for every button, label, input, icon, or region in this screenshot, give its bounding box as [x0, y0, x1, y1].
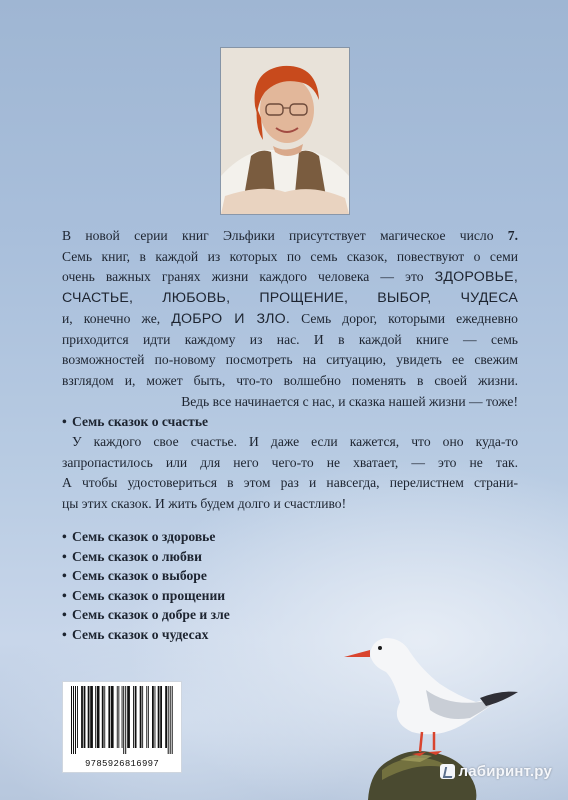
- barcode-bar: [148, 686, 149, 748]
- series-item: [62, 566, 322, 585]
- intro-line-6: приходится идти каждому из нас. И в каждой книге — семь: [62, 331, 518, 347]
- intro-line-8: взглядом и, может быть, что-то волшебно поменять в своей жизни.: [62, 372, 518, 388]
- barcode-bar: [172, 686, 173, 754]
- featured-book-title: [62, 412, 518, 431]
- barcode-bar: [88, 686, 90, 748]
- barcode-bar: [77, 686, 78, 748]
- series-item-title: Семь сказок о выборе: [72, 568, 207, 584]
- series-item: [62, 625, 322, 644]
- intro-line-5b: ДОБРО И ЗЛО.: [171, 310, 290, 327]
- barcode-bar: [75, 686, 76, 754]
- intro-line-1a: В новой серии книг Эльфики присутствует магическое число: [62, 228, 508, 243]
- seagull-illustration: [330, 610, 520, 760]
- series-item: [62, 586, 322, 605]
- barcode-bar: [90, 686, 93, 748]
- barcode-bars: [63, 682, 181, 756]
- featured-book-description: [62, 432, 518, 515]
- bullet: •: [62, 568, 67, 584]
- labirint-logo-icon: [440, 764, 455, 779]
- featured-book: [62, 412, 518, 515]
- bullet: •: [62, 626, 67, 642]
- bullet: •: [62, 607, 67, 623]
- isbn-barcode: [62, 681, 182, 773]
- bullet: •: [62, 548, 67, 564]
- barcode-bar: [155, 686, 156, 748]
- barcode-bar: [160, 686, 162, 748]
- barcode-bar: [118, 686, 119, 748]
- barcode-bar: [84, 686, 86, 748]
- series-item-title: Семь сказок о здоровье: [72, 529, 216, 544]
- barcode-bar: [95, 686, 96, 748]
- series-item-title: Семь сказок о чудесах: [72, 626, 209, 642]
- featured-line-2: запропастилось или для него чего-то не хватает, — это не так.: [62, 454, 518, 470]
- intro-line-2: Семь книг, в каждой из которых по семь сказок, повествуют о семи: [62, 248, 518, 264]
- barcode-bar: [135, 686, 137, 748]
- intro-line-7: возможностей по-новому посмотреть на ситуацию, увидеть ее свежим: [62, 352, 518, 368]
- intro-line-4: СЧАСТЬЕ, ЛЮБОВЬ, ПРОЩЕНИЕ, ВЫБОР, ЧУДЕСА: [62, 290, 518, 307]
- barcode-bar: [170, 686, 171, 754]
- barcode-bar: [73, 686, 74, 754]
- series-item: [62, 547, 322, 566]
- barcode-bar: [158, 686, 160, 748]
- barcode-number: 9785926816997: [84, 759, 160, 769]
- author-photo: [221, 48, 349, 214]
- barcode-bar: [102, 686, 104, 748]
- bullet: •: [62, 529, 67, 544]
- publisher-name: лабиринт.ру: [458, 763, 552, 780]
- barcode-bar: [108, 686, 110, 748]
- series-item-title: Семь сказок о любви: [72, 548, 202, 564]
- publisher-watermark: [440, 763, 552, 780]
- intro-line-5c: Семь дорог, которыми ежедневно: [290, 310, 518, 326]
- barcode-bar: [152, 686, 154, 748]
- series-item-title: Семь сказок о прощении: [72, 587, 226, 603]
- bullet: •: [62, 587, 67, 603]
- intro-line-5a: и, конечно же,: [62, 310, 172, 326]
- barcode-bar: [81, 686, 83, 748]
- series-description: [62, 226, 518, 412]
- barcode-bar: [140, 686, 142, 748]
- intro-line-9: Ведь все начинается с нас, и сказка нашей жизни — тоже!: [181, 393, 518, 409]
- barcode-bar: [111, 686, 114, 748]
- intro-line-3b: ЗДОРОВЬЕ,: [434, 269, 518, 286]
- barcode-bar: [168, 686, 169, 754]
- series-item: [62, 605, 322, 624]
- barcode-bar: [123, 686, 124, 754]
- series-item: [62, 527, 322, 546]
- barcode-bar: [133, 686, 134, 748]
- featured-line-4: цы этих сказок. И жить будем долго и счастливо!: [62, 496, 347, 512]
- barcode-bar: [146, 686, 147, 748]
- intro-line-3a: очень важных гранях жизни каждого человека — это: [62, 269, 435, 285]
- magic-number: 7.: [507, 228, 518, 243]
- barcode-bar: [97, 686, 100, 748]
- featured-title-text: Семь сказок о счастье: [72, 414, 209, 429]
- author-portrait-image: [221, 48, 349, 214]
- featured-line-1: У каждого свое счастье. И даже если кажется, что оно куда-то: [72, 434, 518, 449]
- barcode-bar: [104, 686, 105, 748]
- featured-line-3: А чтобы удостовериться в этом раз и навсегда, перелистнем страни-: [62, 475, 518, 491]
- barcode-bar: [71, 686, 72, 754]
- bullet: •: [62, 414, 67, 429]
- barcode-bar: [142, 686, 143, 748]
- series-item-title: Семь сказок о добре и зле: [72, 607, 230, 623]
- series-list: [62, 527, 322, 645]
- barcode-bar: [117, 686, 118, 748]
- barcode-bar: [122, 686, 123, 748]
- barcode-bar: [125, 686, 126, 754]
- barcode-bar: [127, 686, 130, 748]
- barcode-bar: [165, 686, 167, 748]
